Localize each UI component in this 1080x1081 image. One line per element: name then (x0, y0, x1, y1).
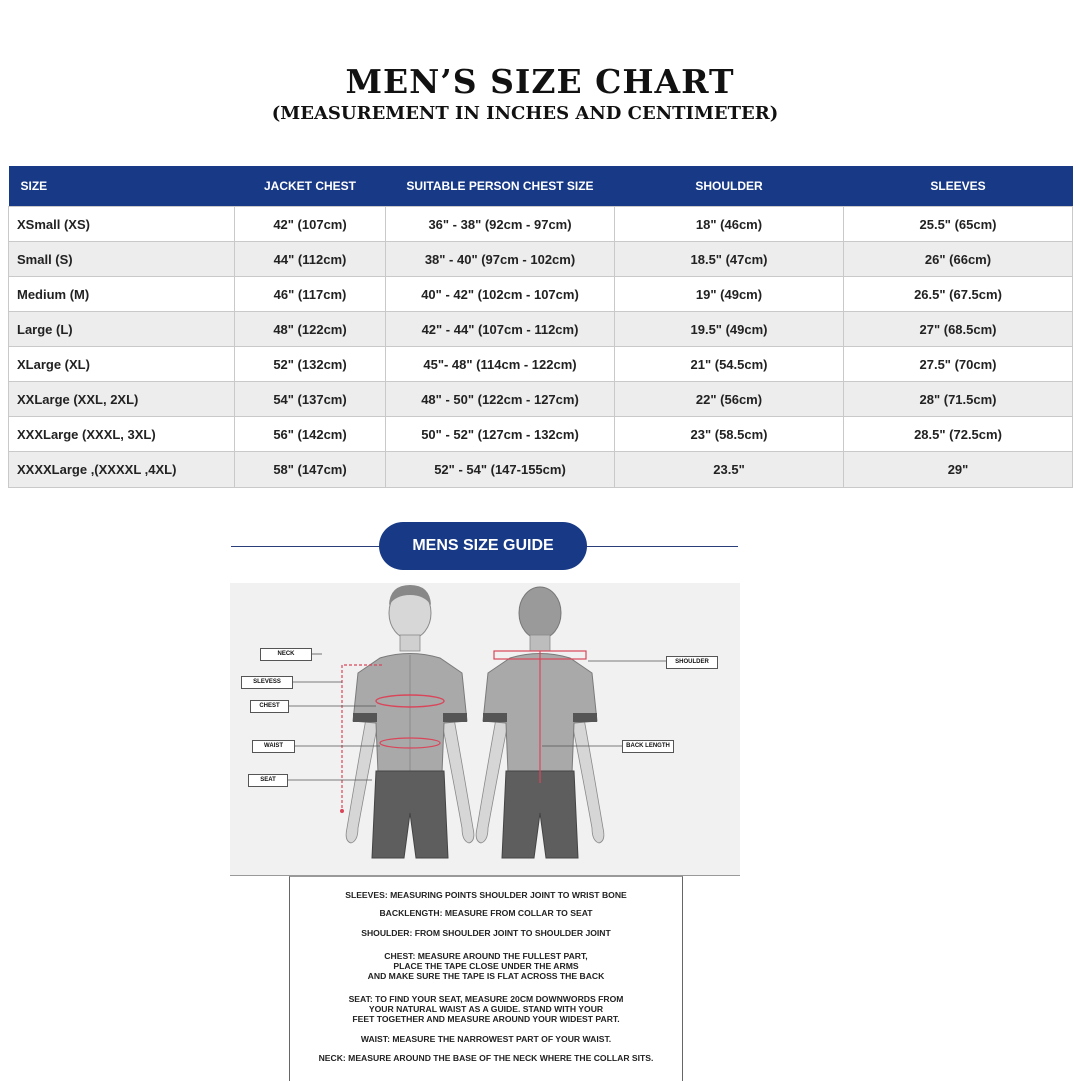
jacket-chest-cell: 56" (142cm) (235, 417, 386, 452)
sleeves-cell: 28.5" (72.5cm) (844, 417, 1073, 452)
guide-divider-left (231, 546, 381, 547)
person-chest-cell: 48" - 50" (122cm - 127cm) (386, 382, 615, 417)
measurement-instructions (289, 876, 683, 1081)
instruction-shoulder: SHOULDER: FROM SHOULDER JOINT TO SHOULDER JOINT (361, 928, 611, 938)
shoulder-cell: 23.5" (615, 452, 844, 488)
instruction-back-length: BACKLENGTH: MEASURE FROM COLLAR TO SEAT (379, 908, 593, 918)
person-chest-cell: 40" - 42" (102cm - 107cm) (386, 277, 615, 312)
callout-sleeves: SLEVESS (241, 676, 293, 689)
front-figure (340, 585, 474, 858)
instruction-waist: WAIST: MEASURE THE NARROWEST PART OF YOUR WAIST. (360, 1034, 612, 1044)
instruction-chest-line-3: AND MAKE SURE THE TAPE IS FLAT ACROSS THE BACK (367, 971, 605, 981)
size-guide-badge: MENS SIZE GUIDE (379, 522, 587, 570)
instruction-seat-line-2: YOUR NATURAL WAIST AS A GUIDE. STAND WITH YOUR (368, 1004, 604, 1014)
callout-seat: SEAT (248, 774, 288, 787)
column-header-jacket-chest: JACKET CHEST (235, 166, 386, 207)
instruction-neck: NECK: MEASURE AROUND THE BASE OF THE NECK WHERE THE COLLAR SITS. (318, 1053, 654, 1063)
table-row (9, 207, 1073, 242)
column-header-person-chest: SUITABLE PERSON CHEST SIZE (386, 166, 615, 207)
column-header-sleeves: SLEEVES (844, 166, 1073, 207)
size-table (8, 166, 1073, 488)
size-cell: XLarge (XL) (9, 347, 235, 382)
size-cell: XXXXLarge ,(XXXXL ,4XL) (9, 452, 235, 488)
column-header-size: SIZE (9, 166, 235, 207)
jacket-chest-cell: 46" (117cm) (235, 277, 386, 312)
column-header-shoulder: SHOULDER (615, 166, 844, 207)
jacket-chest-cell: 52" (132cm) (235, 347, 386, 382)
table-row (9, 277, 1073, 312)
jacket-chest-cell: 58" (147cm) (235, 452, 386, 488)
guide-divider-right (586, 546, 738, 547)
person-chest-cell: 45"- 48" (114cm - 122cm) (386, 347, 615, 382)
instruction-seat-line-3: FEET TOGETHER AND MEASURE AROUND YOUR WIDEST PART. (352, 1014, 620, 1024)
shoulder-cell: 19.5" (49cm) (615, 312, 844, 347)
size-cell: XXLarge (XXL, 2XL) (9, 382, 235, 417)
callout-back-length: BACK LENGTH (622, 740, 674, 753)
shoulder-cell: 19" (49cm) (615, 277, 844, 312)
person-chest-cell: 50" - 52" (127cm - 132cm) (386, 417, 615, 452)
person-chest-cell: 36" - 38" (92cm - 97cm) (386, 207, 615, 242)
sleeves-cell: 29" (844, 452, 1073, 488)
back-figure (476, 587, 604, 858)
callout-chest: CHEST (250, 700, 289, 713)
person-chest-cell: 42" - 44" (107cm - 112cm) (386, 312, 615, 347)
instruction-chest-line-1: CHEST: MEASURE AROUND THE FULLEST PART, (384, 951, 588, 961)
jacket-chest-cell: 42" (107cm) (235, 207, 386, 242)
callout-shoulder: SHOULDER (666, 656, 718, 669)
sleeves-cell: 26.5" (67.5cm) (844, 277, 1073, 312)
table-row (9, 452, 1073, 488)
table-row (9, 312, 1073, 347)
jacket-chest-cell: 54" (137cm) (235, 382, 386, 417)
callout-neck: NECK (260, 648, 312, 661)
size-cell: XSmall (XS) (9, 207, 235, 242)
page-title: MEN’S SIZE CHART (345, 62, 735, 101)
shoulder-cell: 22" (56cm) (615, 382, 844, 417)
size-table-header (9, 166, 1073, 207)
jacket-chest-cell: 44" (112cm) (235, 242, 386, 277)
size-cell: Large (L) (9, 312, 235, 347)
instruction-chest-line-2: PLACE THE TAPE CLOSE UNDER THE ARMS (393, 961, 579, 971)
instruction-sleeves: SLEEVES: MEASURING POINTS SHOULDER JOINT TO WRIST BONE (345, 890, 627, 900)
shoulder-cell: 23" (58.5cm) (615, 417, 844, 452)
shoulder-cell: 21" (54.5cm) (615, 347, 844, 382)
shoulder-cell: 18" (46cm) (615, 207, 844, 242)
table-row (9, 242, 1073, 277)
person-chest-cell: 52" - 54" (147-155cm) (386, 452, 615, 488)
page-subtitle: (MEASUREMENT IN INCHES AND CENTIMETER) (271, 103, 779, 124)
sleeves-cell: 28" (71.5cm) (844, 382, 1073, 417)
table-row (9, 382, 1073, 417)
size-guide-illustration (230, 583, 740, 875)
shoulder-cell: 18.5" (47cm) (615, 242, 844, 277)
size-cell: Medium (M) (9, 277, 235, 312)
jacket-chest-cell: 48" (122cm) (235, 312, 386, 347)
sleeves-cell: 27.5" (70cm) (844, 347, 1073, 382)
instruction-seat-line-1: SEAT: TO FIND YOUR SEAT, MEASURE 20CM DOWNWORDS FROM (348, 994, 624, 1004)
sleeves-cell: 25.5" (65cm) (844, 207, 1073, 242)
callout-waist: WAIST (252, 740, 295, 753)
table-row (9, 347, 1073, 382)
table-row (9, 417, 1073, 452)
sleeves-cell: 27" (68.5cm) (844, 312, 1073, 347)
size-cell: Small (S) (9, 242, 235, 277)
person-chest-cell: 38" - 40" (97cm - 102cm) (386, 242, 615, 277)
sleeves-cell: 26" (66cm) (844, 242, 1073, 277)
size-cell: XXXLarge (XXXL, 3XL) (9, 417, 235, 452)
